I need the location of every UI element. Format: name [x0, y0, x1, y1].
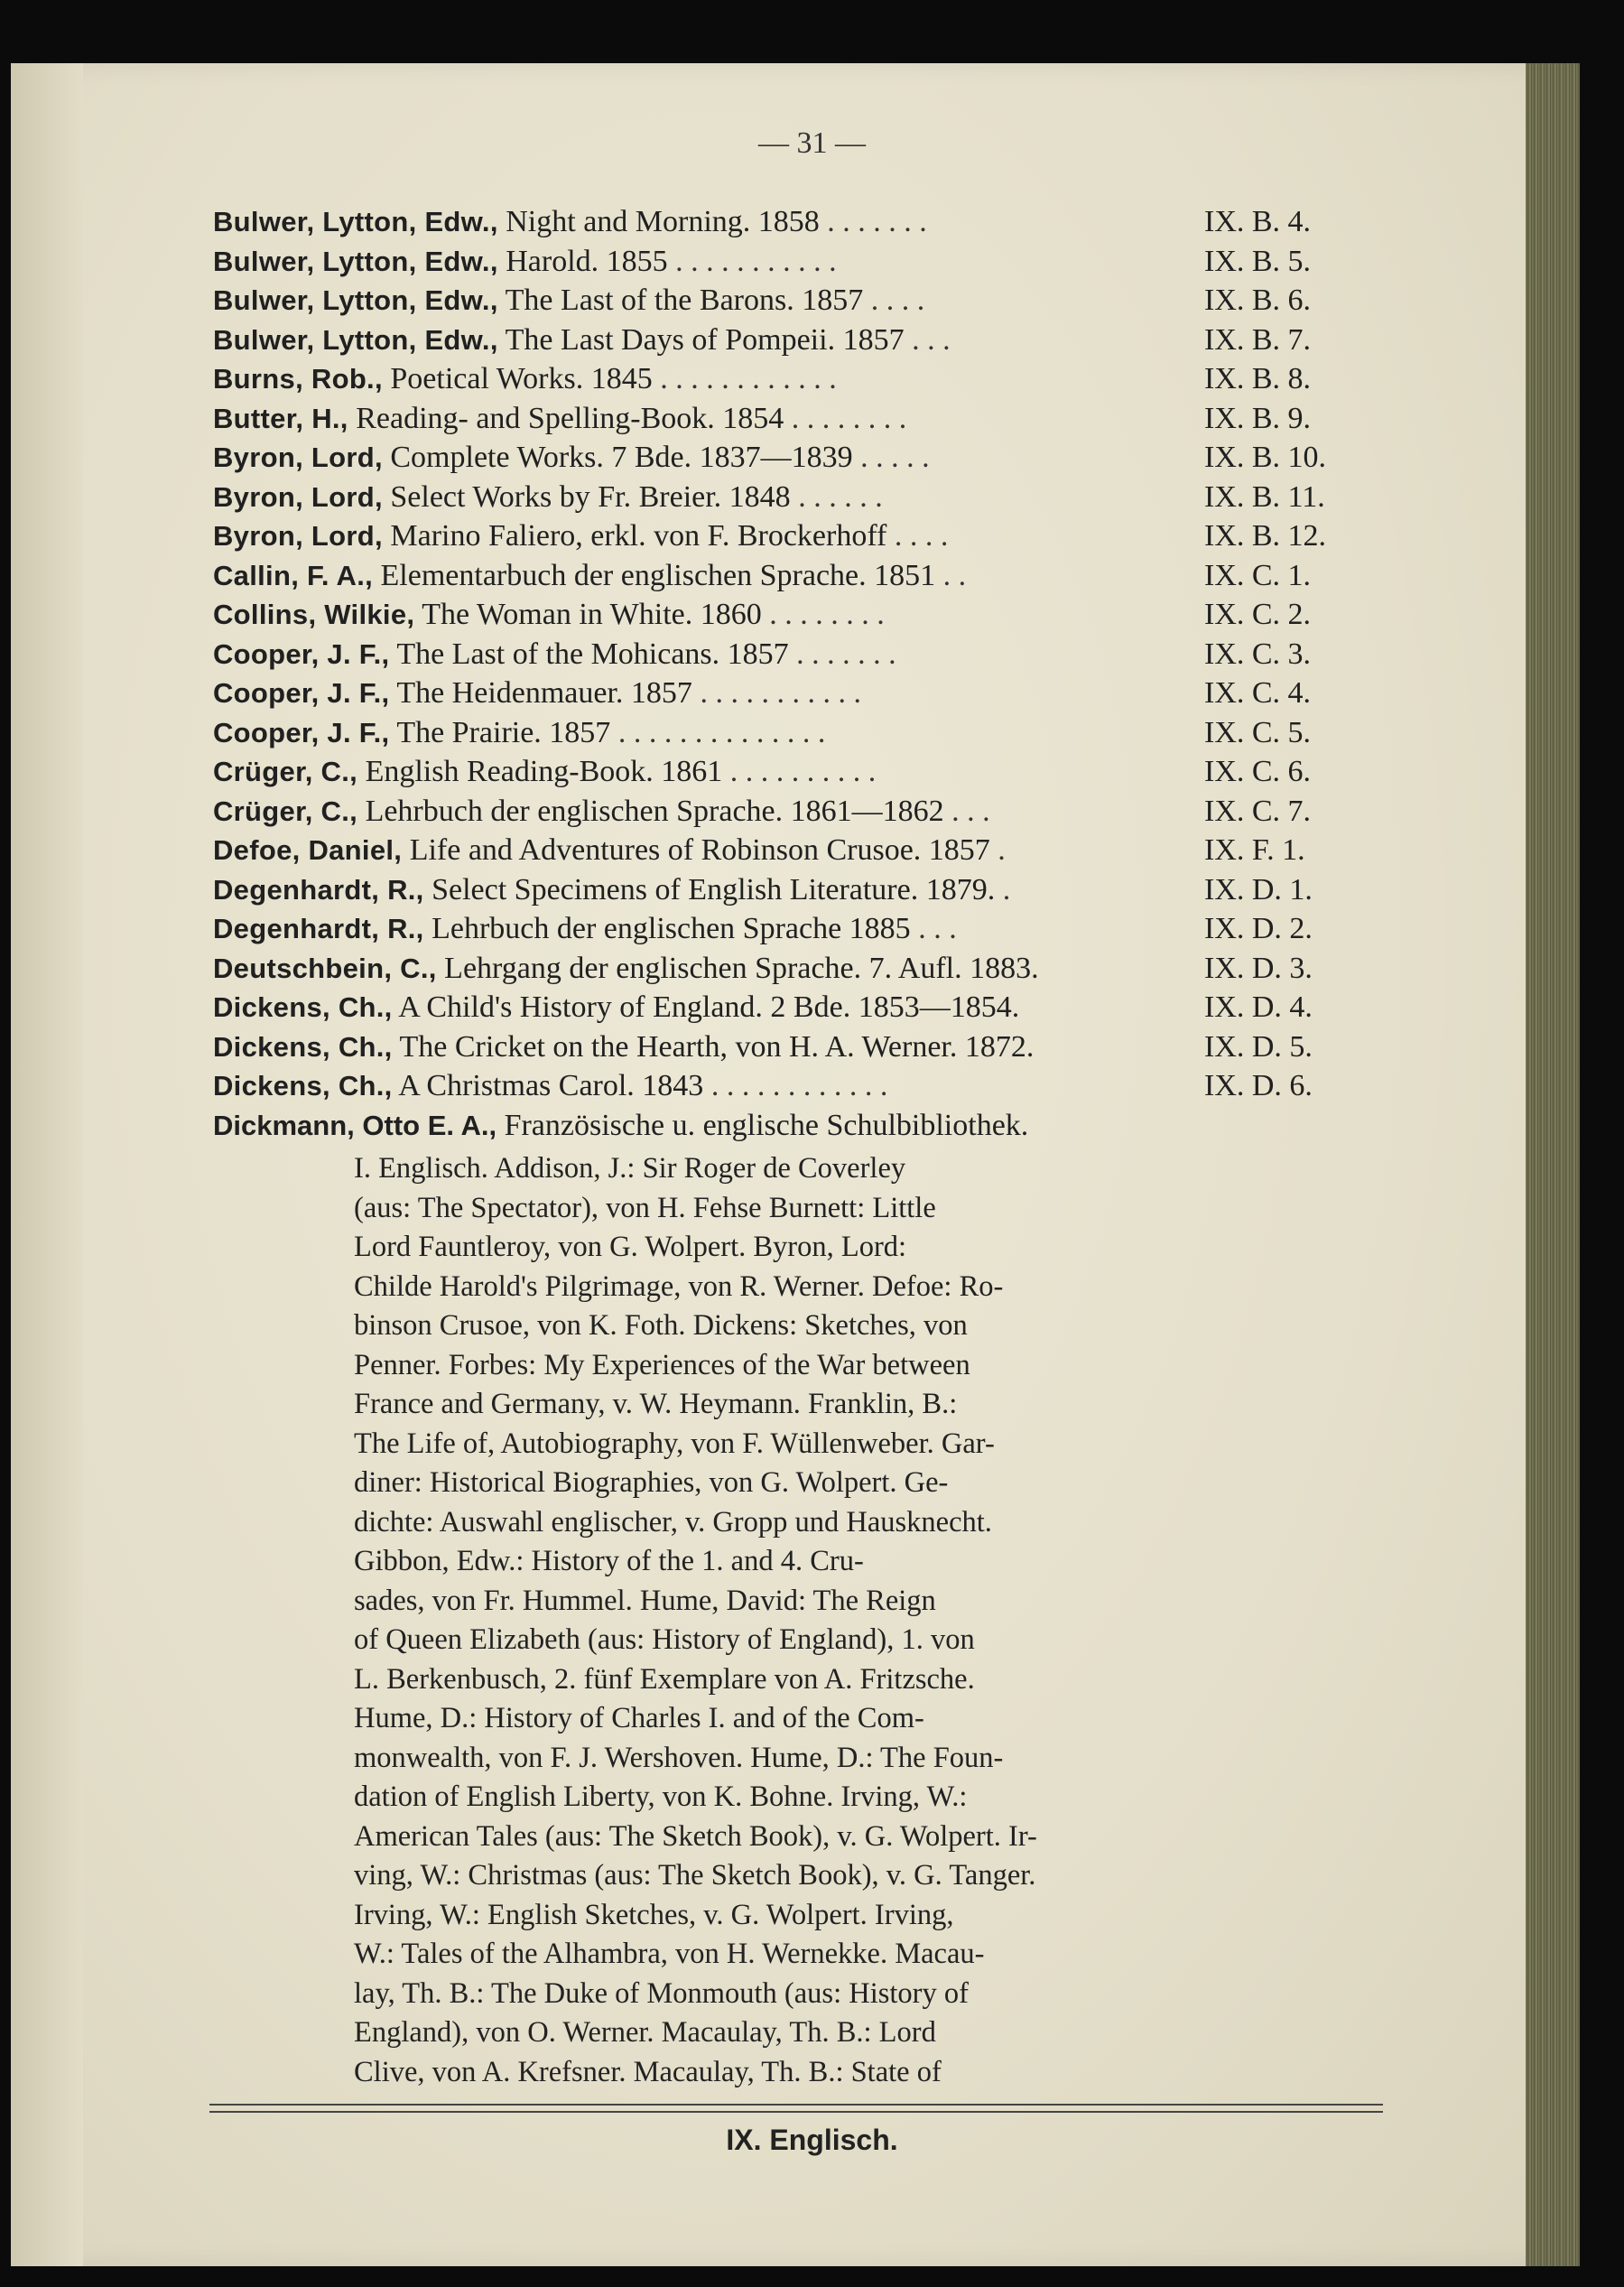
contents-line: (aus: The Spectator), von H. Fehse Burnett: Little — [354, 1191, 936, 1224]
catalog-entry — [213, 635, 1387, 674]
entry-leader-dots: . . . — [951, 794, 990, 828]
catalog-entry — [213, 713, 1387, 753]
entry-author: Cooper, J. F., — [213, 677, 390, 709]
contents-line: lay, Th. B.: The Duke of Monmouth (aus: History of — [354, 1976, 969, 2010]
contents-line: dation of English Liberty, von K. Bohne. Irving, W.: — [354, 1780, 968, 1813]
entry-leader-dots: . . . . — [870, 284, 925, 317]
entry-leader-dots: . . . . . . . . — [769, 598, 885, 631]
entry-author: Byron, Lord, — [213, 442, 383, 473]
contents-line: monwealth, von F. J. Wershoven. Hume, D.: The Foun- — [354, 1741, 1004, 1774]
entry-author: Degenhardt, R., — [213, 873, 424, 906]
entry-author: Bulwer, Lytton, Edw., — [213, 323, 498, 356]
catalog-entry — [213, 831, 1387, 870]
footer-rule — [209, 2104, 1383, 2106]
catalog-entry — [213, 516, 1387, 556]
entry-shelfmark: IX. B. 6. — [1204, 284, 1312, 317]
contents-line: Lord Fauntleroy, von G. Wolpert. Byron, Lord: — [354, 1231, 907, 1263]
contents-line: Clive, von A. Krefsner. Macaulay, Th. B.: State of — [354, 2055, 942, 2088]
entry-title: Marino Faliero, erkl. von F. Brockerhoff — [390, 519, 887, 553]
entry-title: Complete Works. 7 Bde. 1837—1839 — [390, 441, 853, 474]
entry-author: Dickens, Ch., — [213, 1070, 393, 1102]
contents-line: I. Englisch. Addison, J.: Sir Roger de Coverley — [354, 1152, 906, 1185]
catalog-entry — [213, 359, 1387, 399]
entry-author: Byron, Lord, — [213, 480, 383, 513]
contents-line: dichte: Auswahl englischer, v. Gropp und Hausknecht. — [354, 1505, 992, 1539]
entry-title: The Heidenmauer. 1857 — [396, 676, 692, 710]
catalog-entry — [213, 202, 1387, 242]
book-edge — [1526, 63, 1580, 2266]
entry-author: Crüger, C., — [213, 795, 358, 827]
entry-shelfmark: IX. B. 8. — [1204, 362, 1312, 395]
entry-author: Defoe, Daniel, — [213, 834, 403, 866]
entry-title: Life and Adventures of Robinson Crusoe. 1857 — [409, 833, 990, 867]
contents-line: binson Crusoe, von K. Foth. Dickens: Sketches, von — [354, 1309, 968, 1342]
entry-leader-dots: . . . — [912, 322, 951, 357]
entry-title: English Reading-Book. 1861 — [365, 755, 723, 788]
entry-shelfmark: IX. D. 6. — [1204, 1069, 1313, 1102]
entry-author: Burns, Rob., — [213, 363, 383, 395]
entry-author: Byron, Lord, — [213, 520, 383, 552]
catalog-entry — [213, 870, 1387, 910]
entry-title: Französische u. englische Schulbibliothek. — [504, 1109, 1029, 1142]
catalog-entry — [213, 1027, 1387, 1067]
entry-author: Callin, F. A., — [213, 559, 374, 591]
catalog-entry — [213, 674, 1387, 713]
contents-line: L. Berkenbusch, 2. fünf Exemplare von A. Fritzsche. — [354, 1662, 975, 1696]
entry-leader-dots: . . . . . . . . . . . — [700, 676, 861, 710]
entry-leader-dots: . . . . . . . . . . — [729, 755, 877, 788]
entry-leader-dots: . — [998, 833, 1006, 867]
entry-leader-dots: . . . . . . . — [796, 637, 896, 671]
entry-leader-dots: . . . . . . . . . . . . — [710, 1069, 888, 1102]
catalog-entry — [213, 556, 1387, 596]
contents-line: diner: Historical Biographies, von G. Wolpert. Ge- — [354, 1466, 949, 1499]
entry-shelfmark: IX. B. 11. — [1204, 479, 1325, 514]
catalog-entry — [213, 792, 1387, 832]
contents-line: ving, W.: Christmas (aus: The Sketch Book), v. G. Tanger. — [354, 1859, 1036, 1892]
entry-title: The Last Days of Pompeii. 1857 — [505, 322, 905, 357]
entry-author: Bulwer, Lytton, Edw., — [213, 206, 498, 237]
entry-author: Dickmann, Otto E. A., — [213, 1110, 497, 1141]
contents-line: Childe Harold's Pilgrimage, von R. Werner. Defoe: Ro- — [354, 1269, 1004, 1303]
entry-shelfmark: IX. B. 10. — [1204, 441, 1327, 474]
entry-leader-dots: . . . . — [894, 519, 949, 553]
entry-author: Crüger, C., — [213, 756, 358, 787]
page-number: — 31 — — [758, 126, 866, 160]
entry-title: Select Works by Fr. Breier. 1848 — [390, 479, 791, 514]
entry-title: Lehrbuch der englischen Sprache 1885 — [432, 912, 911, 945]
entry-shelfmark: IX. D. 4. — [1204, 990, 1313, 1024]
entry-title: Reading- and Spelling-Book. 1854 — [356, 401, 784, 435]
entry-shelfmark: IX. B. 12. — [1204, 519, 1327, 553]
entry-shelfmark: IX. D. 1. — [1204, 872, 1313, 906]
entry-shelfmark: IX. C. 2. — [1204, 598, 1312, 631]
contents-line: Irving, W.: English Sketches, v. G. Wolpert. Irving, — [354, 1898, 954, 1931]
contents-line: Penner. Forbes: My Experiences of the War between — [354, 1348, 970, 1381]
contents-line: England), von O. Werner. Macaulay, Th. B.: Lord — [354, 2016, 936, 2049]
entry-author: Deutschbein, C., — [213, 952, 437, 984]
entry-author: Dickens, Ch., — [213, 991, 393, 1023]
entry-author: Degenhardt, R., — [213, 913, 424, 944]
catalog-entry — [213, 595, 1387, 635]
entry-title: The Woman in White. 1860 — [422, 598, 762, 631]
contents-line: France and Germany, v. W. Heymann. Franklin, B.: — [354, 1388, 958, 1420]
contents-line: Gibbon, Edw.: History of the 1. and 4. Cru- — [354, 1545, 864, 1577]
catalog-entry — [213, 478, 1387, 517]
catalog-entry — [213, 988, 1387, 1027]
entry-shelfmark: IX. C. 3. — [1204, 637, 1312, 671]
entry-author: Bulwer, Lytton, Edw., — [213, 284, 498, 316]
contents-line: The Life of, Autobiography, von F. Wüllenweber. Gar- — [354, 1427, 995, 1460]
entry-leader-dots: . . . . . . . . — [791, 401, 907, 435]
page-gutter — [11, 63, 83, 2266]
entry-title: A Christmas Carol. 1843 — [398, 1069, 704, 1102]
contents-line: W.: Tales of the Alhambra, von H. Wernekke. Macau- — [354, 1938, 985, 1970]
catalog-entries — [213, 202, 1387, 1106]
entry-shelfmark: IX. C. 5. — [1204, 715, 1312, 749]
entry-title: A Child's History of England. 2 Bde. 1853—1854. — [398, 990, 1020, 1024]
dickmann-heading — [213, 1109, 1028, 1143]
entry-leader-dots: . — [1002, 872, 1011, 906]
entry-title: Select Specimens of English Literature. 1879. — [432, 872, 996, 906]
entry-shelfmark: IX. B. 5. — [1204, 244, 1312, 278]
contents-line: Hume, D.: History of Charles I. and of the Com- — [354, 1702, 924, 1734]
catalog-entry — [213, 321, 1387, 360]
entry-author: Cooper, J. F., — [213, 716, 390, 748]
entry-shelfmark: IX. C. 1. — [1204, 558, 1312, 592]
entry-leader-dots: . . . . . . . . . . . — [675, 244, 837, 278]
entry-title: Elementarbuch der englischen Sprache. 1851 — [380, 558, 936, 592]
entry-title: The Prairie. 1857 — [396, 715, 611, 749]
entry-title: The Cricket on the Hearth, von H. A. Werner. 1872. — [399, 1029, 1035, 1064]
entry-shelfmark: IX. D. 5. — [1204, 1029, 1313, 1064]
entry-leader-dots: . . . . . . . — [827, 205, 927, 238]
dickmann-contents — [354, 1149, 1170, 2092]
entry-title: Poetical Works. 1845 — [390, 362, 653, 395]
catalog-entry — [213, 752, 1387, 792]
contents-line: American Tales (aus: The Sketch Book), v. G. Wolpert. Ir- — [354, 1819, 1037, 1853]
entry-title: Lehrgang der englischen Sprache. 7. Aufl. 1883. — [444, 951, 1039, 985]
catalog-entry — [213, 1066, 1387, 1106]
catalog-entry — [213, 949, 1387, 989]
entry-title: Lehrbuch der englischen Sprache. 1861—1862 — [365, 794, 944, 828]
contents-line: of Queen Elizabeth (aus: History of England), 1. von — [354, 1623, 975, 1656]
entry-leader-dots: . . — [942, 558, 967, 592]
catalog-entry — [213, 242, 1387, 282]
entry-author: Collins, Wilkie, — [213, 599, 415, 630]
entry-title: The Last of the Mohicans. 1857 — [396, 637, 789, 671]
entry-title: Night and Morning. 1858 — [506, 205, 820, 238]
entry-shelfmark: IX. C. 7. — [1204, 794, 1312, 828]
catalog-entry — [213, 438, 1387, 478]
catalog-entry — [213, 909, 1387, 949]
entry-title: Harold. 1855 — [506, 244, 668, 278]
catalog-entry — [213, 281, 1387, 321]
entry-title: The Last of the Barons. 1857 — [505, 284, 864, 317]
entry-leader-dots: . . . . . . . . . . . . . . — [617, 715, 826, 749]
entry-shelfmark: IX. D. 3. — [1204, 951, 1313, 985]
entry-author: Dickens, Ch., — [213, 1030, 393, 1063]
entry-author: Cooper, J. F., — [213, 637, 390, 670]
entry-shelfmark: IX. C. 6. — [1204, 755, 1312, 788]
entry-leader-dots: . . . . . — [860, 441, 930, 474]
entry-shelfmark: IX. C. 4. — [1204, 676, 1312, 710]
catalog-entry — [213, 399, 1387, 439]
entry-shelfmark: IX. B. 7. — [1204, 322, 1312, 357]
entry-shelfmark: IX. D. 2. — [1204, 912, 1313, 945]
entry-shelfmark: IX. B. 9. — [1204, 401, 1312, 435]
entry-author: Butter, H., — [213, 402, 348, 434]
entry-shelfmark: IX. F. 1. — [1204, 833, 1305, 867]
entry-leader-dots: . . . . . . — [798, 479, 883, 514]
footer-rule — [209, 2111, 1383, 2113]
entry-leader-dots: . . . . . . . . . . . . — [660, 362, 837, 395]
contents-line: sades, von Fr. Hummel. Hume, David: The Reign — [354, 1584, 936, 1617]
entry-author: Bulwer, Lytton, Edw., — [213, 245, 498, 277]
entry-leader-dots: . . . — [918, 912, 957, 945]
section-footer: IX. Englisch. — [726, 2124, 898, 2156]
entry-shelfmark: IX. B. 4. — [1204, 205, 1312, 238]
